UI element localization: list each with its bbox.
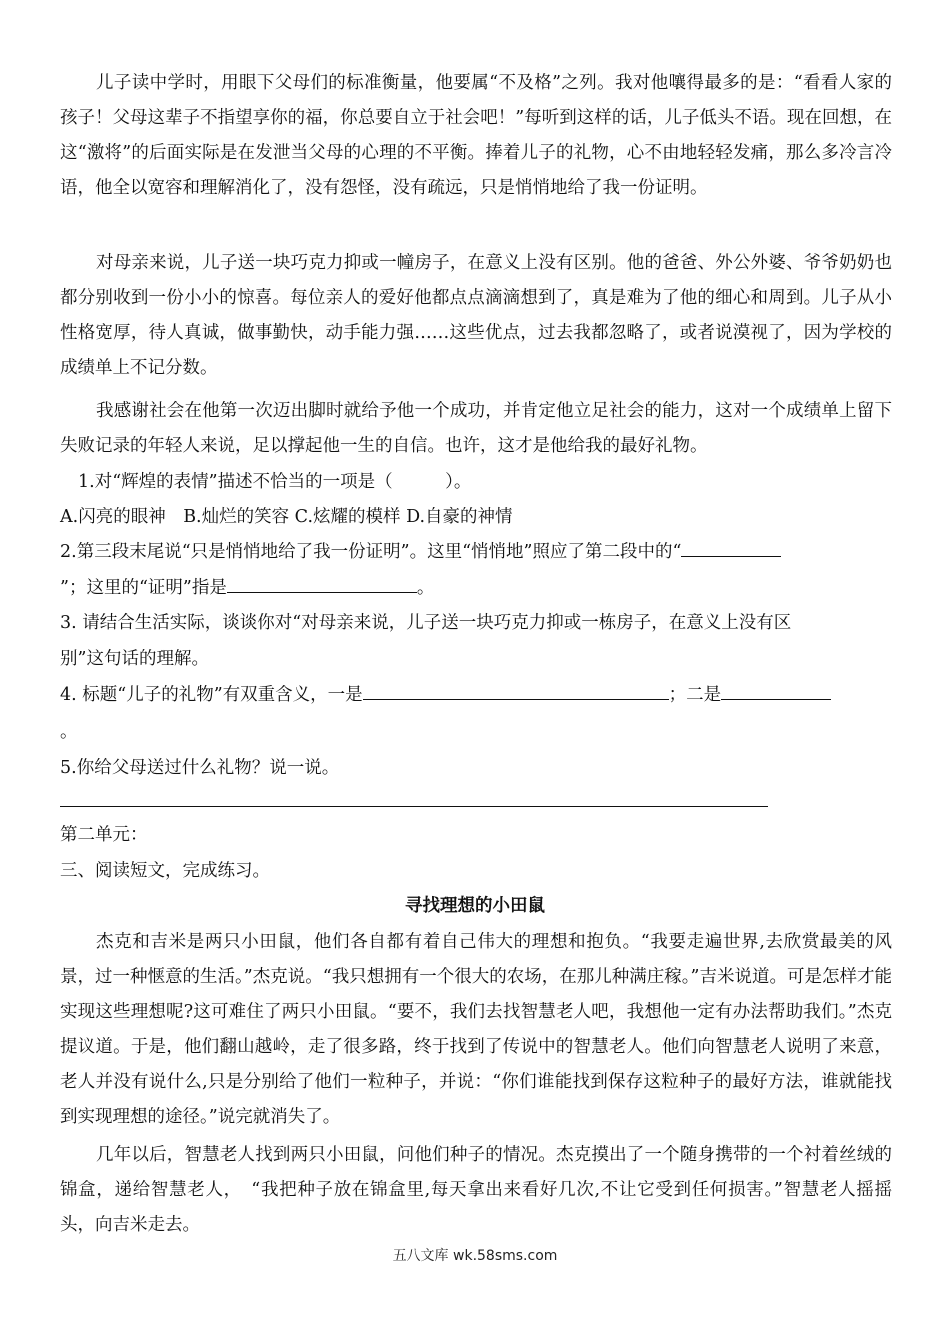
passage-2-title: 寻找理想的小田鼠 [405, 896, 545, 916]
question-1: 1.对“辉煌的表情”描述不恰当的一项是（ ）。 [78, 472, 472, 492]
question-4-text-a: 4. 标题“儿子的礼物”有双重含义，一是 [60, 685, 363, 705]
passage-paragraph-1: 儿子读中学时，用眼下父母们的标准衡量，他要属“不及格”之列。我对他嚷得最多的是：“看看人家的孩子！父母这辈子不指望享你的福，你总要自立于社会吧！”每听到这样的话，儿子低头不语。现在回想，在这“激将”的后面实际是在发泄当父母的心理的不平衡。捧着儿子的礼物，心不由地轻轻发痛，那么多冷言冷语，他全以宽容和理解消化了，没有怨怪，没有疏远，只是悄悄地给了我一份证明。 [60, 73, 892, 198]
question-2-text-b: ”；这里的“证明”指是 [60, 578, 227, 598]
answer-blank-q2-2[interactable] [227, 574, 417, 593]
question-3-line-2: 别”这句话的理解。 [60, 649, 209, 669]
answer-blank-q4-2[interactable] [721, 681, 831, 700]
question-2-line-1 [60, 535, 781, 570]
question-4-line-1 [60, 678, 831, 713]
unit-label: 第二单元： [60, 825, 148, 845]
passage-paragraph-3: 我感谢社会在他第一次迈出脚时就给予他一个成功，并肯定他立足社会的能力，这对一个成绩单上留下失败记录的年轻人来说，足以撑起他一生的自信。也许，这才是他给我的最好礼物。 [60, 401, 892, 456]
question-1-options: A.闪亮的眼神 B.灿烂的笑容 C.炫耀的模样 D.自豪的神情 [60, 507, 513, 527]
footer-watermark: 五八文库 wk.58sms.com [392, 1248, 558, 1264]
question-4-line-2: 。 [60, 722, 78, 742]
passage-2-paragraph-2: 几年以后，智慧老人找到两只小田鼠，问他们种子的情况。杰克摸出了一个随身携带的一个衬着丝绒的锦盒，递给智慧老人， “我把种子放在锦盒里,每天拿出来看好几次,不让它受到任何损害。”智慧老人摇摇头，向吉米走去。 [60, 1145, 892, 1235]
question-5: 5.你给父母送过什么礼物？说一说。 [60, 758, 340, 778]
question-2-text-c: 。 [416, 578, 435, 598]
passage-2-paragraph-1: 杰克和吉米是两只小田鼠，他们各自都有着自己伟大的理想和抱负。“我要走遍世界,去欣赏最美的风景，过一种惬意的生活。”杰克说。“我只想拥有一个很大的农场，在那儿种满庄稼。”吉米说道。可是怎样才能实现这些理想呢?这可难住了两只小田鼠。“要不，我们去找智慧老人吧，我想他一定有办法帮助我们。”杰克提议道。于是，他们翻山越岭，走了很多路，终于找到了传说中的智慧老人。他们向智慧老人说明了来意，老人并没有说什么,只是分别给了他们一粒种子，并说：“你们谁能找到保存这粒种子的最好方法，谁就能找到实现理想的途径。”说完就消失了。 [60, 932, 892, 1127]
section-instruction: 三、阅读短文，完成练习。 [60, 861, 270, 881]
answer-blank-q4-1[interactable] [363, 681, 669, 700]
question-2-line-2 [60, 571, 434, 606]
answer-line-q5[interactable] [60, 806, 768, 807]
question-2-text-a: 2.第三段末尾说“只是悄悄地给了我一份证明”。这里“悄悄地”照应了第二段中的“ [60, 542, 682, 562]
answer-blank-q2-1[interactable] [681, 538, 781, 557]
question-3-line-1: 3. 请结合生活实际，谈谈你对“对母亲来说，儿子送一块巧克力抑或一栋房子，在意义上没有区 [60, 613, 792, 633]
question-4-text-b: ；二是 [668, 685, 722, 705]
passage-paragraph-2: 对母亲来说，儿子送一块巧克力抑或一幢房子，在意义上没有区别。他的爸爸、外公外婆、爷爷奶奶也都分别收到一份小小的惊喜。每位亲人的爱好他都点点滴滴想到了，真是难为了他的细心和周到。儿子从小性格宽厚，待人真诚，做事勤快，动手能力强……这些优点，过去我都忽略了，或者说漠视了，因为学校的成绩单上不记分数。 [60, 253, 892, 378]
